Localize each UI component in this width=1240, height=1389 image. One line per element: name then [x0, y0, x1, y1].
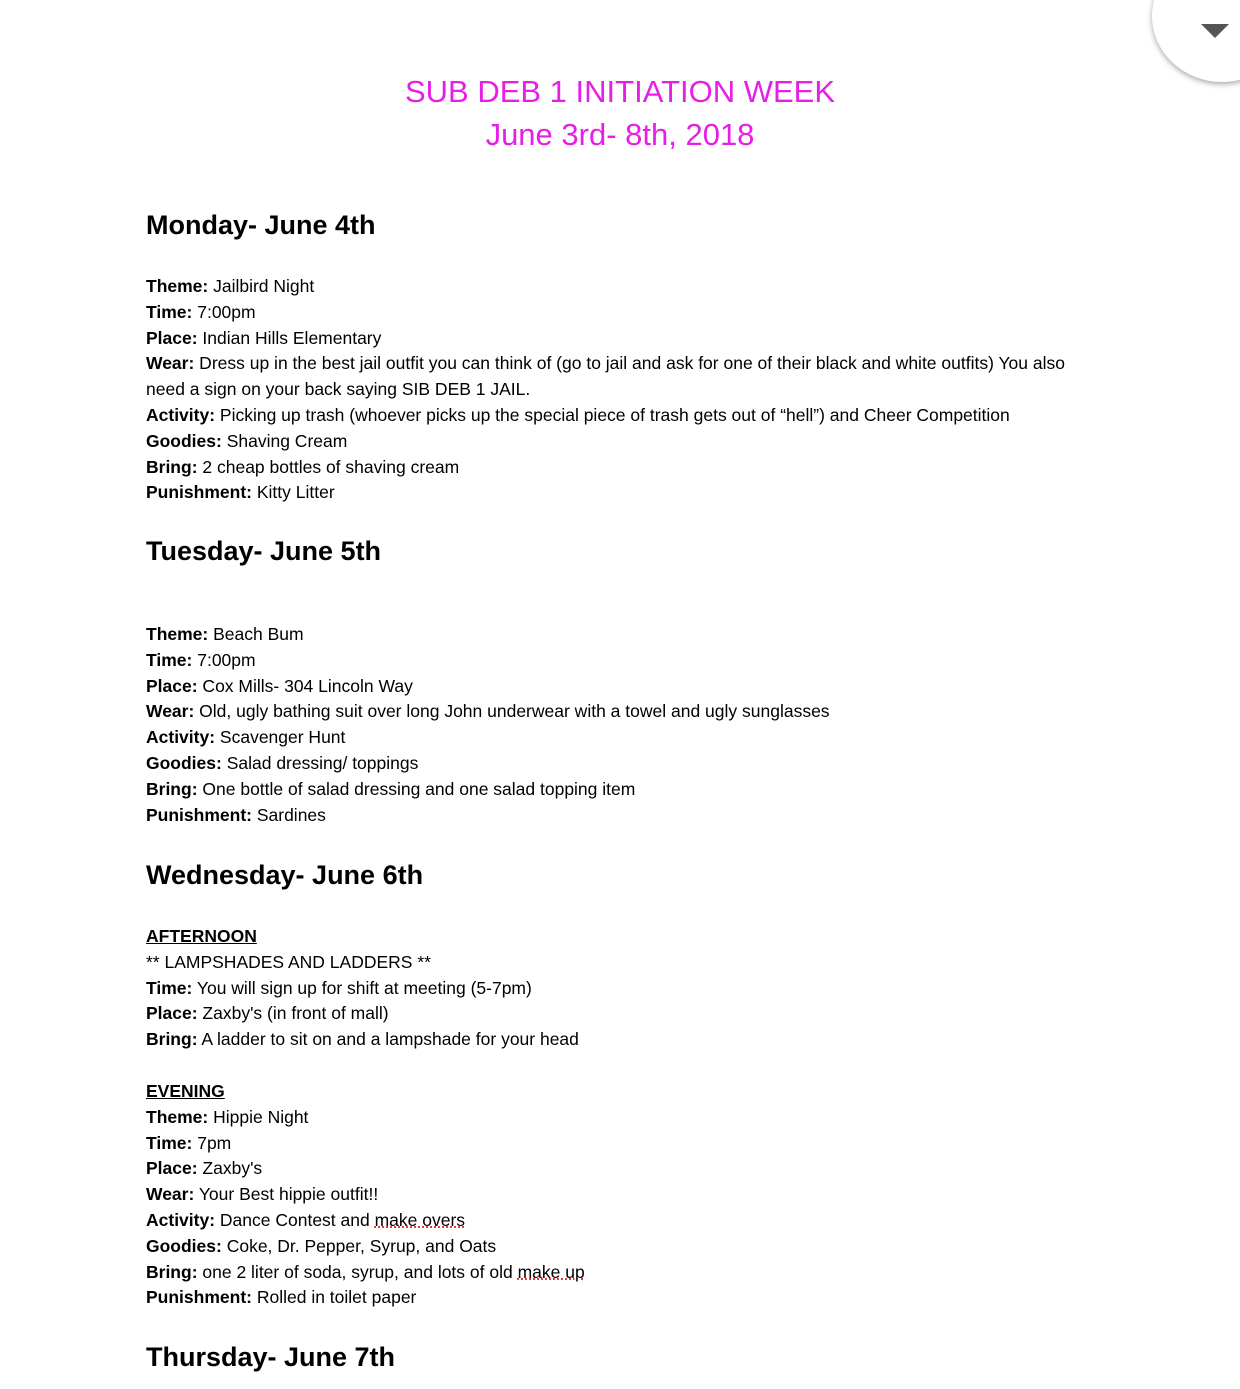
- monday-punishment: Punishment: Kitty Litter: [146, 482, 335, 503]
- evening-wear: Wear: Your Best hippie outfit!!: [146, 1184, 379, 1205]
- spellcheck-word: make up: [517, 1261, 585, 1282]
- evening-punishment: Punishment: Rolled in toilet paper: [146, 1287, 417, 1308]
- evening-label: EVENING: [146, 1081, 225, 1101]
- tuesday-goodies: Goodies: Salad dressing/ toppings: [146, 752, 419, 773]
- monday-activity: Activity: Picking up trash (whoever picks up the special piece of trash gets out of “hell”) and Cheer Competition: [146, 404, 1010, 425]
- monday-wear: Wear: Dress up in the best jail outfit you can think of (go to jail and ask for one of their black and white outfits) You also need a sign on your back saying SIB DEB 1 JAIL.: [146, 353, 1065, 400]
- monday-theme: Theme: Jailbird Night: [146, 276, 315, 296]
- tuesday-punishment: Punishment: Sardines: [146, 804, 326, 825]
- monday-goodies: Goodies: Shaving Cream: [146, 430, 348, 451]
- afternoon-place: Place: Zaxby's (in front of mall): [146, 1003, 389, 1024]
- afternoon-subtitle: ** LAMPSHADES AND LADDERS **: [146, 951, 431, 972]
- wednesday-evening: [146, 1079, 1106, 1311]
- tuesday-theme: Theme: Beach Bum: [146, 624, 304, 644]
- afternoon-label: AFTERNOON: [146, 926, 257, 946]
- tuesday-details: [146, 622, 1106, 828]
- evening-time: Time: 7pm: [146, 1132, 232, 1153]
- evening-place: Place: Zaxby's: [146, 1158, 263, 1179]
- evening-bring: Bring: one 2 liter of soda, syrup, and lots of old make up: [146, 1261, 585, 1282]
- document-title: SUB DEB 1 INITIATION WEEK: [404, 74, 836, 109]
- monday-heading: Monday- June 4th: [146, 210, 376, 240]
- tuesday-time: Time: 7:00pm: [146, 649, 256, 670]
- evening-theme: Theme: Hippie Night: [146, 1106, 309, 1127]
- tuesday-wear: Wear: Old, ugly bathing suit over long John underwear with a towel and ugly sunglasses: [146, 701, 830, 722]
- wednesday-heading: Wednesday- June 6th: [146, 860, 424, 890]
- afternoon-time: Time: You will sign up for shift at meeting (5-7pm): [146, 977, 532, 998]
- afternoon-bring: Bring: A ladder to sit on and a lampshade for your head: [146, 1029, 579, 1050]
- tuesday-place: Place: Cox Mills- 304 Lincoln Way: [146, 675, 413, 696]
- thursday-heading: Thursday- June 7th: [146, 1342, 396, 1372]
- tuesday-heading: Tuesday- June 5th: [146, 536, 382, 566]
- monday-details: [146, 274, 1106, 506]
- evening-activity: Activity: Dance Contest and make overs: [146, 1209, 466, 1230]
- tuesday-activity: Activity: Scavenger Hunt: [146, 727, 346, 748]
- monday-place: Place: Indian Hills Elementary: [146, 327, 382, 348]
- tuesday-bring: Bring: One bottle of salad dressing and one salad topping item: [146, 778, 636, 799]
- spellcheck-word: make overs: [374, 1209, 466, 1230]
- chevron-down-icon[interactable]: [1201, 24, 1229, 38]
- evening-goodies: Goodies: Coke, Dr. Pepper, Syrup, and Oats: [146, 1235, 497, 1256]
- document-dates: June 3rd- 8th, 2018: [485, 117, 755, 152]
- wednesday-afternoon: [146, 924, 1106, 1053]
- monday-time: Time: 7:00pm: [146, 301, 256, 322]
- monday-bring: Bring: 2 cheap bottles of shaving cream: [146, 456, 460, 477]
- scroll-down-button[interactable]: [1152, 0, 1240, 82]
